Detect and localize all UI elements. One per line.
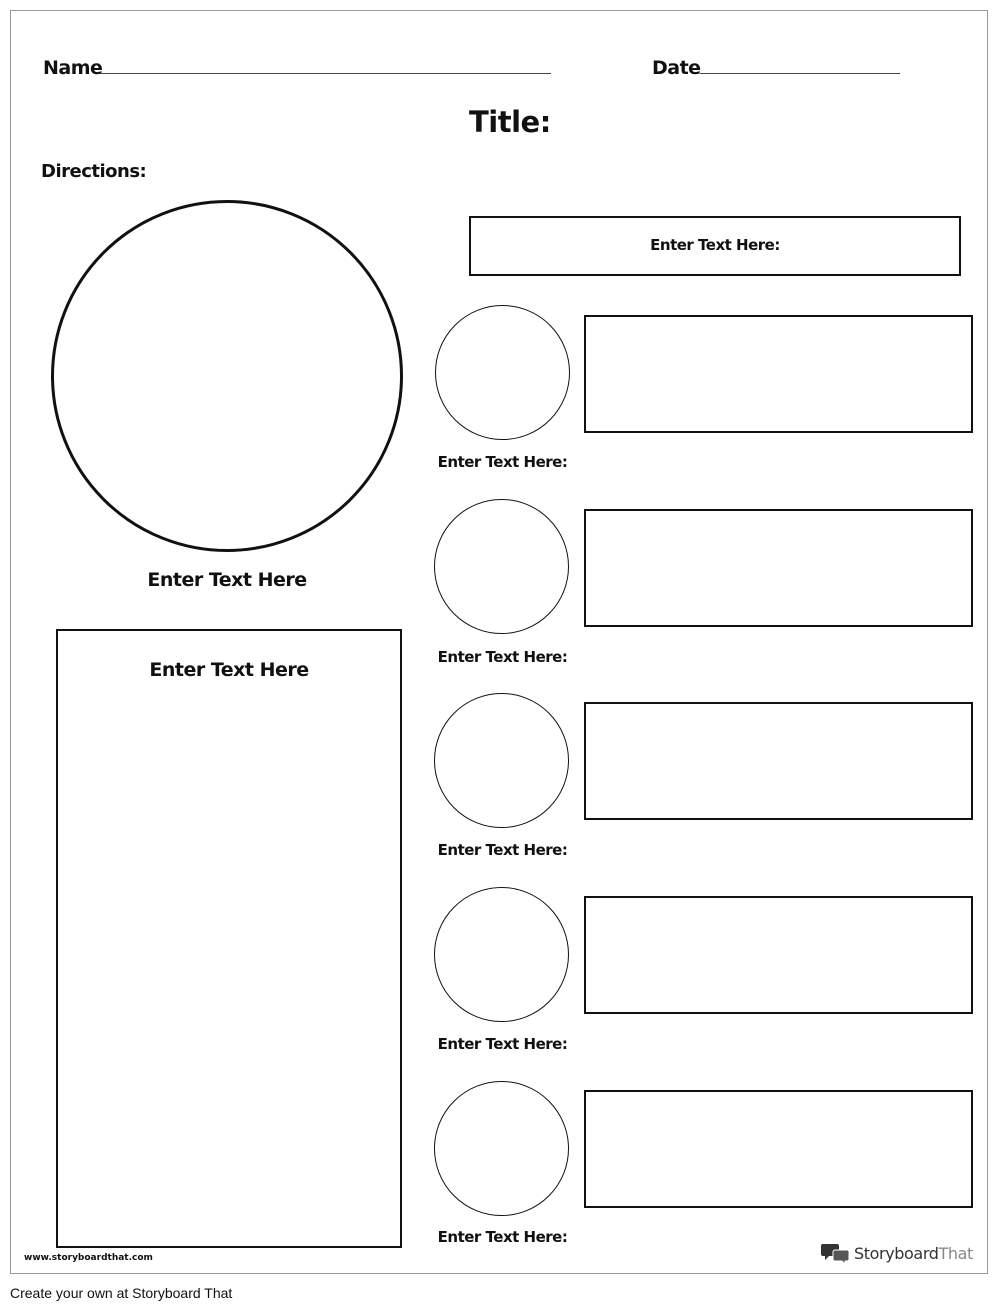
name-label: Name xyxy=(43,57,103,79)
worksheet-page xyxy=(10,10,988,1274)
row-caption: Enter Text Here: xyxy=(437,1035,568,1053)
main-circle-caption: Enter Text Here xyxy=(147,569,307,591)
row-circle[interactable] xyxy=(434,499,569,634)
row-caption: Enter Text Here: xyxy=(437,648,568,666)
date-label: Date xyxy=(652,57,701,79)
row-circle[interactable] xyxy=(434,887,569,1022)
row-text-box[interactable] xyxy=(584,702,973,820)
directions-label: Directions: xyxy=(41,161,147,182)
main-text-box[interactable] xyxy=(56,629,402,1248)
name-line[interactable] xyxy=(101,73,551,74)
main-circle[interactable] xyxy=(51,200,403,552)
storyboardthat-logo[interactable] xyxy=(821,1241,973,1265)
row-caption: Enter Text Here: xyxy=(437,841,568,859)
page-title: Title: xyxy=(469,105,551,139)
row-circle[interactable] xyxy=(435,305,570,440)
speech-bubbles-icon xyxy=(821,1242,851,1264)
header-text-box-label: Enter Text Here: xyxy=(650,236,780,254)
row-circle[interactable] xyxy=(434,1081,569,1216)
date-line[interactable] xyxy=(700,73,900,74)
row-caption: Enter Text Here: xyxy=(437,453,568,471)
logo-word-light: That xyxy=(938,1243,973,1263)
row-text-box[interactable] xyxy=(584,509,973,627)
row-caption: Enter Text Here: xyxy=(437,1228,568,1246)
footer-url[interactable]: www.storyboardthat.com xyxy=(24,1253,153,1263)
row-text-box[interactable] xyxy=(584,1090,973,1208)
header-text-box[interactable] xyxy=(469,216,961,276)
row-text-box[interactable] xyxy=(584,315,973,433)
row-circle[interactable] xyxy=(434,693,569,828)
main-text-box-caption: Enter Text Here xyxy=(149,659,309,681)
credit-link[interactable]: Create your own at Storyboard That xyxy=(10,1285,233,1301)
row-text-box[interactable] xyxy=(584,896,973,1014)
logo-word: Storyboard xyxy=(854,1243,939,1263)
